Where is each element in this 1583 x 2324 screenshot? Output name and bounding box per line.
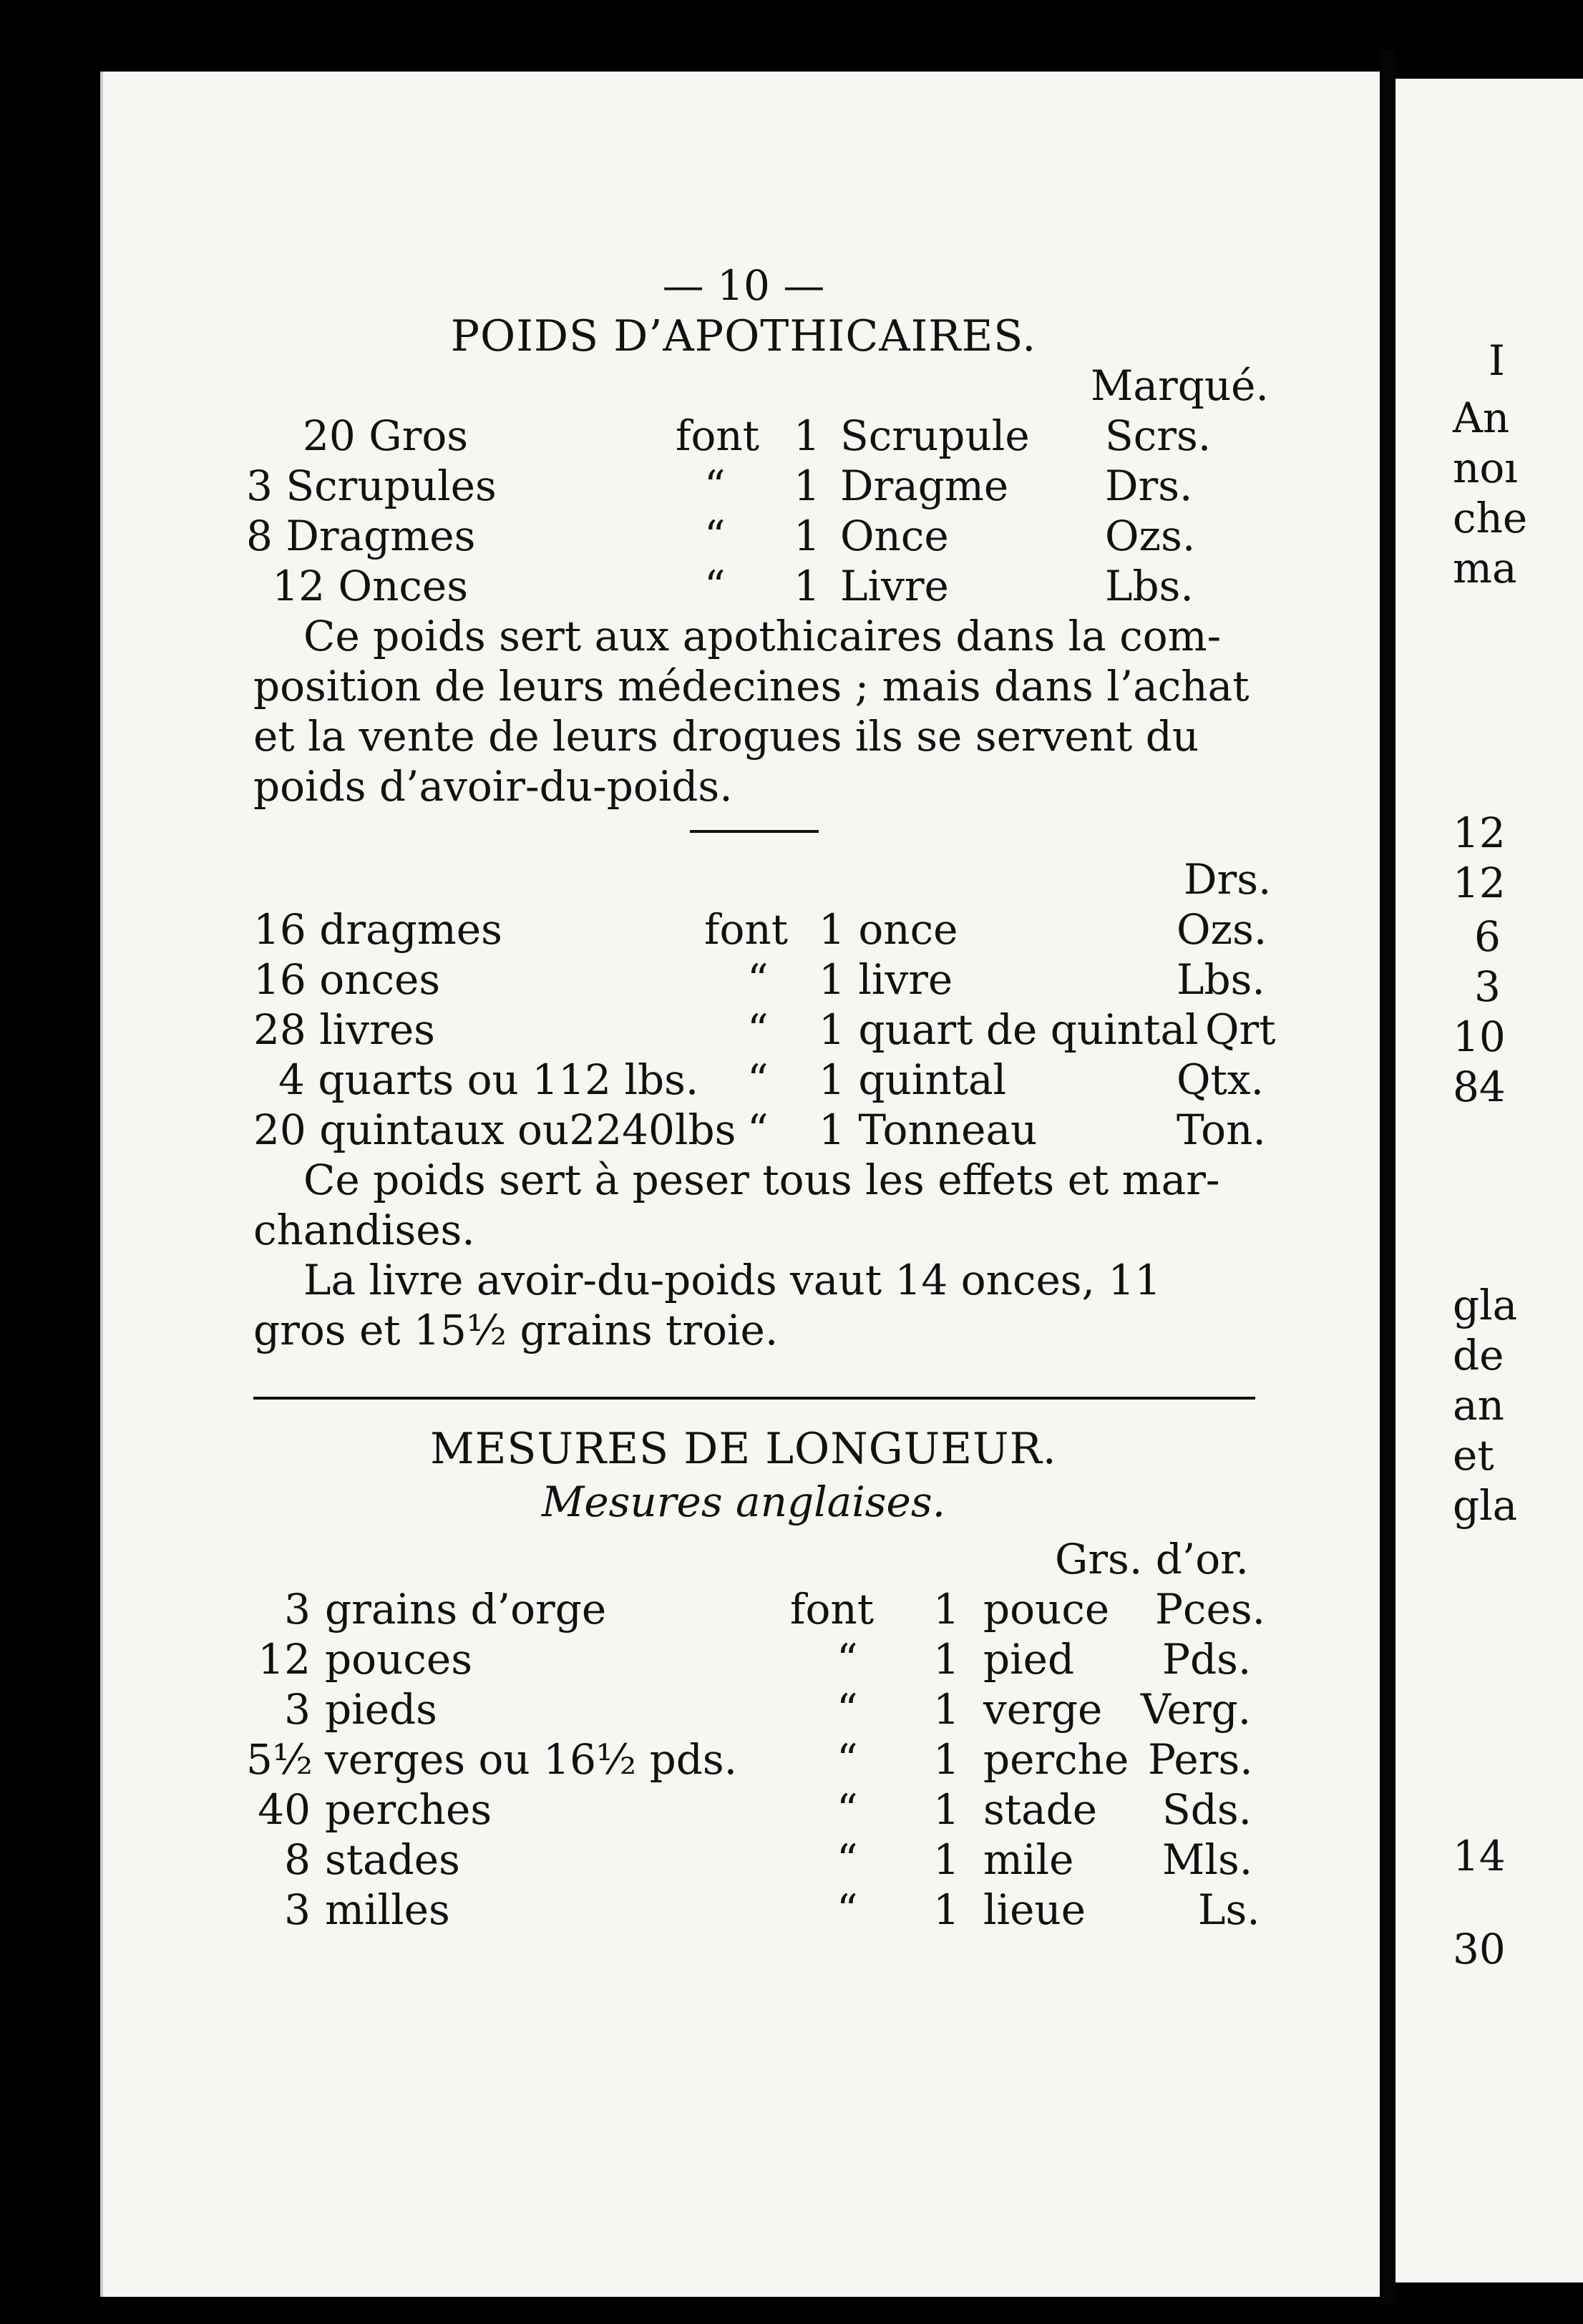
edge-fragment: An [1453,394,1510,442]
section-divider [690,830,819,833]
row-verb: font [676,411,760,460]
edge-fragment: 14 [1453,1832,1506,1880]
row-qty: 3 [284,1685,311,1734]
edge-fragment: 84 [1453,1063,1506,1111]
edge-fragment: 6 [1474,912,1501,961]
row-number: 1 [933,1885,960,1934]
edge-fragment: de [1453,1331,1504,1380]
mark-header: Marqué. [1091,361,1269,410]
row-number: 1 [933,1585,960,1634]
row-abbr: Pers. [1148,1735,1253,1784]
row-verb: “ [704,562,726,610]
row-name: perches [325,1785,492,1834]
row-abbr: Ton. [1177,1105,1266,1154]
row-verb: “ [704,512,726,560]
row-verb: “ [837,1885,858,1934]
row-verb: “ [837,1635,858,1684]
row-qty: 3 [284,1585,311,1634]
edge-fragment: ma [1453,544,1517,592]
row-name: stades [325,1835,460,1884]
row-name: grains d’orge [325,1585,607,1634]
row-verb: font [790,1585,875,1634]
row-qty: 12 [258,1635,311,1684]
mark-header: Grs. d’or. [1055,1535,1249,1583]
row-unit: Dragme [840,462,1009,510]
row-qty: 5½ [246,1735,313,1784]
row-name: pieds [325,1685,437,1734]
row-unit: pouce [983,1585,1110,1634]
row-verb: “ [837,1735,858,1784]
row-abbr: Lbs. [1105,562,1194,610]
row-qty: 8 Dragmes [246,512,476,560]
edge-fragment: 10 [1453,1012,1506,1061]
edge-fragment: 30 [1453,1925,1506,1973]
row-number: 1 [933,1735,960,1784]
book-gutter [1380,50,1396,2304]
row-abbr: Mls. [1162,1835,1253,1884]
row-qty: 3 [284,1885,311,1934]
row-unit: 1 quart de quintal [819,1005,1199,1054]
row-verb: font [704,905,789,954]
row-unit: 1 quintal [819,1055,1007,1104]
row-verb: “ [837,1685,858,1734]
row-qty: 12 Onces [272,562,468,610]
row-qty: 4 quarts ou 112 lbs. [278,1055,699,1104]
row-abbr: Qrt [1205,1005,1276,1054]
row-qty: 20 quintaux ou2240lbs [253,1105,736,1154]
paragraph-line: et la vente de leurs drogues ils se servent du [253,712,1199,761]
edge-fragment: et [1453,1431,1494,1480]
row-name: pouces [325,1635,472,1684]
paragraph-line: La livre avoir-du-poids vaut 14 onces, 11 [303,1256,1161,1304]
paragraph-line: Ce poids sert à peser tous les effets et mar- [303,1156,1220,1204]
row-qty: 28 livres [253,1005,435,1054]
row-name: verges ou 16½ pds. [325,1735,738,1784]
edge-fragment: 12 [1453,809,1506,857]
row-number: 1 [794,512,820,560]
row-unit: 1 Tonneau [819,1105,1038,1154]
section-title-longueur: MESURES DE LONGUEUR. [430,1424,1057,1474]
row-qty: 8 [284,1835,311,1884]
edge-fragment: noı [1453,444,1518,492]
row-abbr: Scrs. [1105,411,1212,460]
row-unit: verge [983,1685,1103,1734]
row-qty: 3 Scrupules [246,462,497,510]
page-number: — 10 — [662,261,825,310]
facing-page-edge [1396,79,1583,2282]
row-unit: Scrupule [840,411,1030,460]
section-divider [253,1397,1255,1400]
row-qty: 16 onces [253,955,441,1004]
row-unit: Livre [840,562,949,610]
row-unit: perche [983,1735,1129,1784]
row-abbr: Pces. [1155,1585,1266,1634]
edge-fragment: che [1453,494,1528,542]
edge-fragment: I [1489,336,1505,385]
row-abbr: Lbs. [1177,955,1265,1004]
edge-fragment: an [1453,1381,1504,1430]
paragraph-line: gros et 15½ grains troie. [253,1306,779,1354]
row-number: 1 [933,1685,960,1734]
row-number: 1 [933,1785,960,1834]
row-verb: “ [747,1055,769,1104]
row-unit: Once [840,512,949,560]
row-abbr: Ozs. [1177,905,1267,954]
mark-header: Drs. [1184,855,1272,904]
row-verb: “ [704,462,726,510]
row-verb: “ [837,1835,858,1884]
row-number: 1 [794,462,820,510]
row-verb: “ [747,1105,769,1154]
edge-fragment: gla [1453,1481,1518,1530]
row-abbr: Ozs. [1105,512,1196,560]
section-title-apothicaires: POIDS D’APOTHICAIRES. [450,311,1037,361]
row-abbr: Drs. [1105,462,1193,510]
row-abbr: Verg. [1141,1685,1252,1734]
row-unit: 1 once [819,905,958,954]
book-page [100,72,1384,2297]
row-number: 1 [794,562,820,610]
row-abbr: Ls. [1198,1885,1260,1934]
row-qty: 16 dragmes [253,905,502,954]
row-number: 1 [794,411,820,460]
row-abbr: Pds. [1162,1635,1252,1684]
row-verb: “ [837,1785,858,1834]
row-unit: mile [983,1835,1074,1884]
row-unit: stade [983,1785,1098,1834]
section-subtitle: Mesures anglaises. [541,1478,946,1526]
edge-fragment: 3 [1474,962,1501,1011]
row-number: 1 [933,1835,960,1884]
row-qty: 20 Gros [303,411,468,460]
paragraph-line: Ce poids sert aux apothicaires dans la com- [303,612,1222,660]
row-verb: “ [747,1005,769,1054]
row-qty: 40 [258,1785,311,1834]
edge-fragment: gla [1453,1281,1518,1329]
paragraph-line: poids d’avoir-du-poids. [253,762,733,811]
edge-fragment: 12 [1453,859,1506,907]
paragraph-line: chandises. [253,1206,475,1254]
row-abbr: Sds. [1162,1785,1252,1834]
row-abbr: Qtx. [1177,1055,1265,1104]
row-number: 1 [933,1635,960,1684]
row-name: milles [325,1885,450,1934]
row-unit: lieue [983,1885,1086,1934]
row-unit: pied [983,1635,1075,1684]
row-verb: “ [747,955,769,1004]
row-unit: 1 livre [819,955,953,1004]
paragraph-line: position de leurs médecines ; mais dans l’achat [253,662,1250,711]
